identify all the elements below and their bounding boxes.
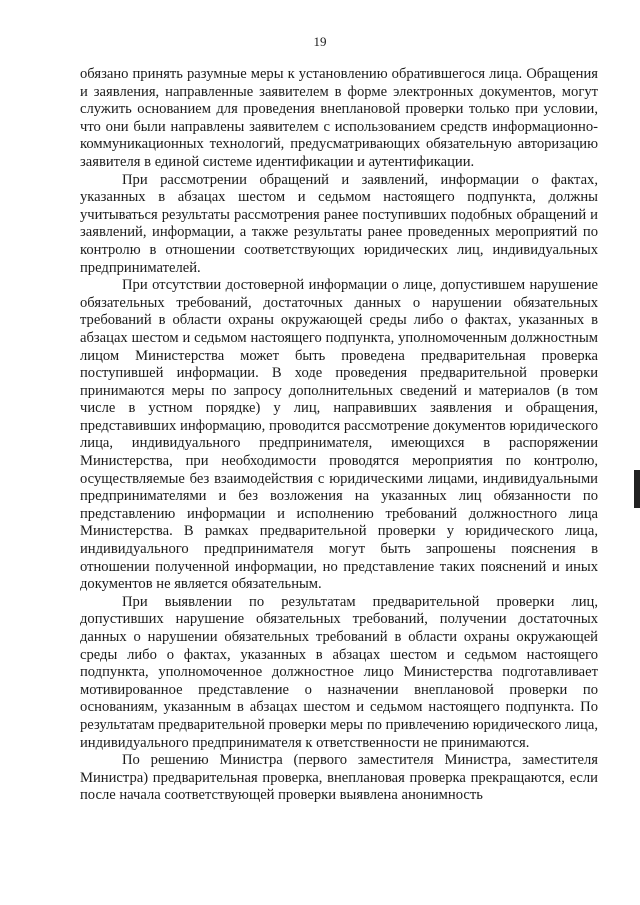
scan-edge-mark <box>634 470 640 508</box>
page-number: 19 <box>313 34 327 49</box>
paragraph-preliminary-inspection: При отсутствии достоверной информации о лице, допустившем нарушение обязательных требований, достаточных данных о нарушении обязательных требований в области охраны окружающей среды либо о фактах, указанных в абзацах шестом и седьмом настоящего подпункта, уполномоченным должностным лицом Министерства может быть проведена предварительная проверка поступившей информации. В ходе проведения предварительной проверки принимаются меры по запросу дополнительных сведений и материалов (в том числе в устном порядке) у лиц, направивших заявления и обращения, представивших информацию, проводится рассмотрение документов юридического лица, индивидуального предпринимателя, имеющихся в распоряжении Министерства, при необходимости проводятся мероприятия по контролю, осуществляемые без взаимодействия с юридическими лицами, индивидуальными предпринимателями и без возложения на указанных лиц обязанности по представлению информации и исполнению требований должностного лица Министерства. В рамках предварительной проверки у юридического лица, индивидуального предпринимателя могут быть запрошены пояснения в отношении полученной информации, но представление таких пояснений и иных документов не является обязательным. <box>80 277 598 593</box>
paragraph-continuation: обязано принять разумные меры к установлению обратившегося лица. Обращения и заявления, направленные заявителем в форме электронных документов, могут служить основанием для проведения внеплановой проверки только при условии, что они были направлены заявителем с использованием средств информационно-коммуникационных технологий, предусматривающих обязательную авторизацию заявителя в единой системе идентификации и аутентификации. <box>80 66 598 170</box>
document-body <box>80 66 598 805</box>
paragraph-review-of-appeals: При рассмотрении обращений и заявлений, информации о фактах, указанных в абзацах шестом и седьмом настоящего подпункта, должны учитываться результаты рассмотрения ранее поступивших подобных обращений и заявлений, информации, а также результаты ранее проведенных мероприятий по контролю в отношении соответствующих юридических лиц, индивидуальных предпринимателей. <box>80 171 598 276</box>
paragraph-inspection-results: При выявлении по результатам предварительной проверки лиц, допустивших нарушение обязательных требований, получении достаточных данных о нарушении обязательных требований в области охраны окружающей среды либо о фактах, указанных в абзацах шестом и седьмом настоящего подпункта, уполномоченное должностное лицо Министерства подготавливает мотивированное представление о назначении внеплановой проверки по основаниям, указанным в абзацах шестом и седьмом настоящего подпункта. По результатам предварительной проверки меры по привлечению юридического лица, индивидуального предпринимателя к ответственности не принимаются. <box>80 593 598 751</box>
paragraph-termination-decision: По решению Министра (первого заместителя Министра, заместителя Министра) предварительная проверка, внеплановая проверка прекращаются, если после начала соответствующей проверки выявлена анонимность <box>80 752 598 804</box>
